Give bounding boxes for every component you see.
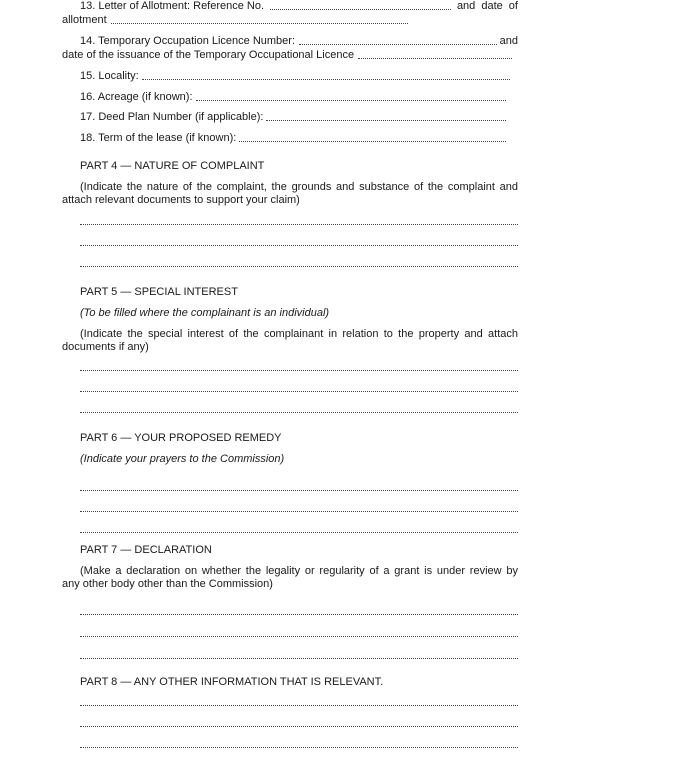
part-7-answer-line-2[interactable] xyxy=(80,636,518,638)
reference-no-field[interactable] xyxy=(270,0,451,10)
item-16-label: 16. Acreage (if known): xyxy=(80,91,193,103)
part-6-answer-line-1[interactable] xyxy=(80,490,518,492)
item-14-line2-label: date of the issuance of the Temporary Occupational Licence xyxy=(62,49,355,61)
part-4-instruction-line1: (Indicate the nature of the complaint, the grounds and substance of the complaint and xyxy=(80,181,518,193)
licence-issuance-date-field[interactable] xyxy=(358,49,512,59)
item-13-line2 xyxy=(62,14,408,27)
part-5-note: (To be filled where the complainant is an individual) xyxy=(80,307,330,319)
part-4-instruction-line2: attach relevant documents to support your claim) xyxy=(62,194,300,206)
item-14-line2 xyxy=(62,49,512,62)
part-8-answer-line-2[interactable] xyxy=(80,726,518,728)
part-4-answer-line-3[interactable] xyxy=(80,266,518,268)
item-13-line2-label: allotment xyxy=(62,14,107,26)
part-6-note: (Indicate your prayers to the Commission) xyxy=(80,453,285,465)
part-5-answer-line-1[interactable] xyxy=(80,370,518,372)
part-7-answer-line-1[interactable] xyxy=(80,614,518,616)
part-4-heading: PART 4 — NATURE OF COMPLAINT xyxy=(80,160,265,172)
deed-plan-number-field[interactable] xyxy=(266,111,506,121)
licence-number-field[interactable] xyxy=(299,35,497,45)
item-13-label: 13. Letter of Allotment: Reference No. xyxy=(80,0,265,12)
item-14-suffix: and xyxy=(499,35,518,47)
part-5-heading: PART 5 — SPECIAL INTEREST xyxy=(80,286,238,298)
lease-term-field[interactable] xyxy=(239,132,506,142)
part-4-answer-line-1[interactable] xyxy=(80,224,518,226)
part-5-instruction xyxy=(62,328,518,354)
part-5-instruction-line2: documents if any) xyxy=(62,341,149,353)
part-7-instruction-line1: (Make a declaration on whether the legality or regularity of a grant is under review by xyxy=(80,565,518,577)
part-4-instruction xyxy=(62,181,518,207)
part-4-answer-line-2[interactable] xyxy=(80,245,518,247)
item-13-line1 xyxy=(80,0,518,13)
part-7-heading: PART 7 — DECLARATION xyxy=(80,544,212,556)
part-6-heading: PART 6 — YOUR PROPOSED REMEDY xyxy=(80,432,282,444)
part-8-answer-line-1[interactable] xyxy=(80,705,518,707)
item-17-label: 17. Deed Plan Number (if applicable): xyxy=(80,111,264,123)
item-13-suffix: and date of xyxy=(456,0,518,12)
part-7-instruction-line2: any other body other than the Commission) xyxy=(62,578,273,590)
part-5-answer-line-3[interactable] xyxy=(80,412,518,414)
allotment-date-field[interactable] xyxy=(111,14,408,24)
part-7-answer-line-3[interactable] xyxy=(80,658,518,660)
part-5-answer-line-2[interactable] xyxy=(80,391,518,393)
part-8-answer-line-3[interactable] xyxy=(80,747,518,749)
item-17-row xyxy=(80,111,506,124)
item-15-row xyxy=(80,70,510,83)
item-15-label: 15. Locality: xyxy=(80,70,139,82)
item-18-label: 18. Term of the lease (if known): xyxy=(80,132,237,144)
part-6-answer-line-2[interactable] xyxy=(80,511,518,513)
item-14-line1 xyxy=(80,35,518,48)
part-7-instruction xyxy=(62,565,518,591)
part-8-heading: PART 8 — ANY OTHER INFORMATION THAT IS RELEVANT. xyxy=(80,676,384,688)
acreage-field[interactable] xyxy=(196,91,506,101)
item-14-label: 14. Temporary Occupation Licence Number: xyxy=(80,35,296,47)
item-18-row xyxy=(80,132,506,145)
item-16-row xyxy=(80,91,506,104)
part-6-answer-line-3[interactable] xyxy=(80,532,518,534)
part-5-instruction-line1: (Indicate the special interest of the complainant in relation to the property and attach xyxy=(80,328,518,340)
locality-field[interactable] xyxy=(142,70,510,80)
